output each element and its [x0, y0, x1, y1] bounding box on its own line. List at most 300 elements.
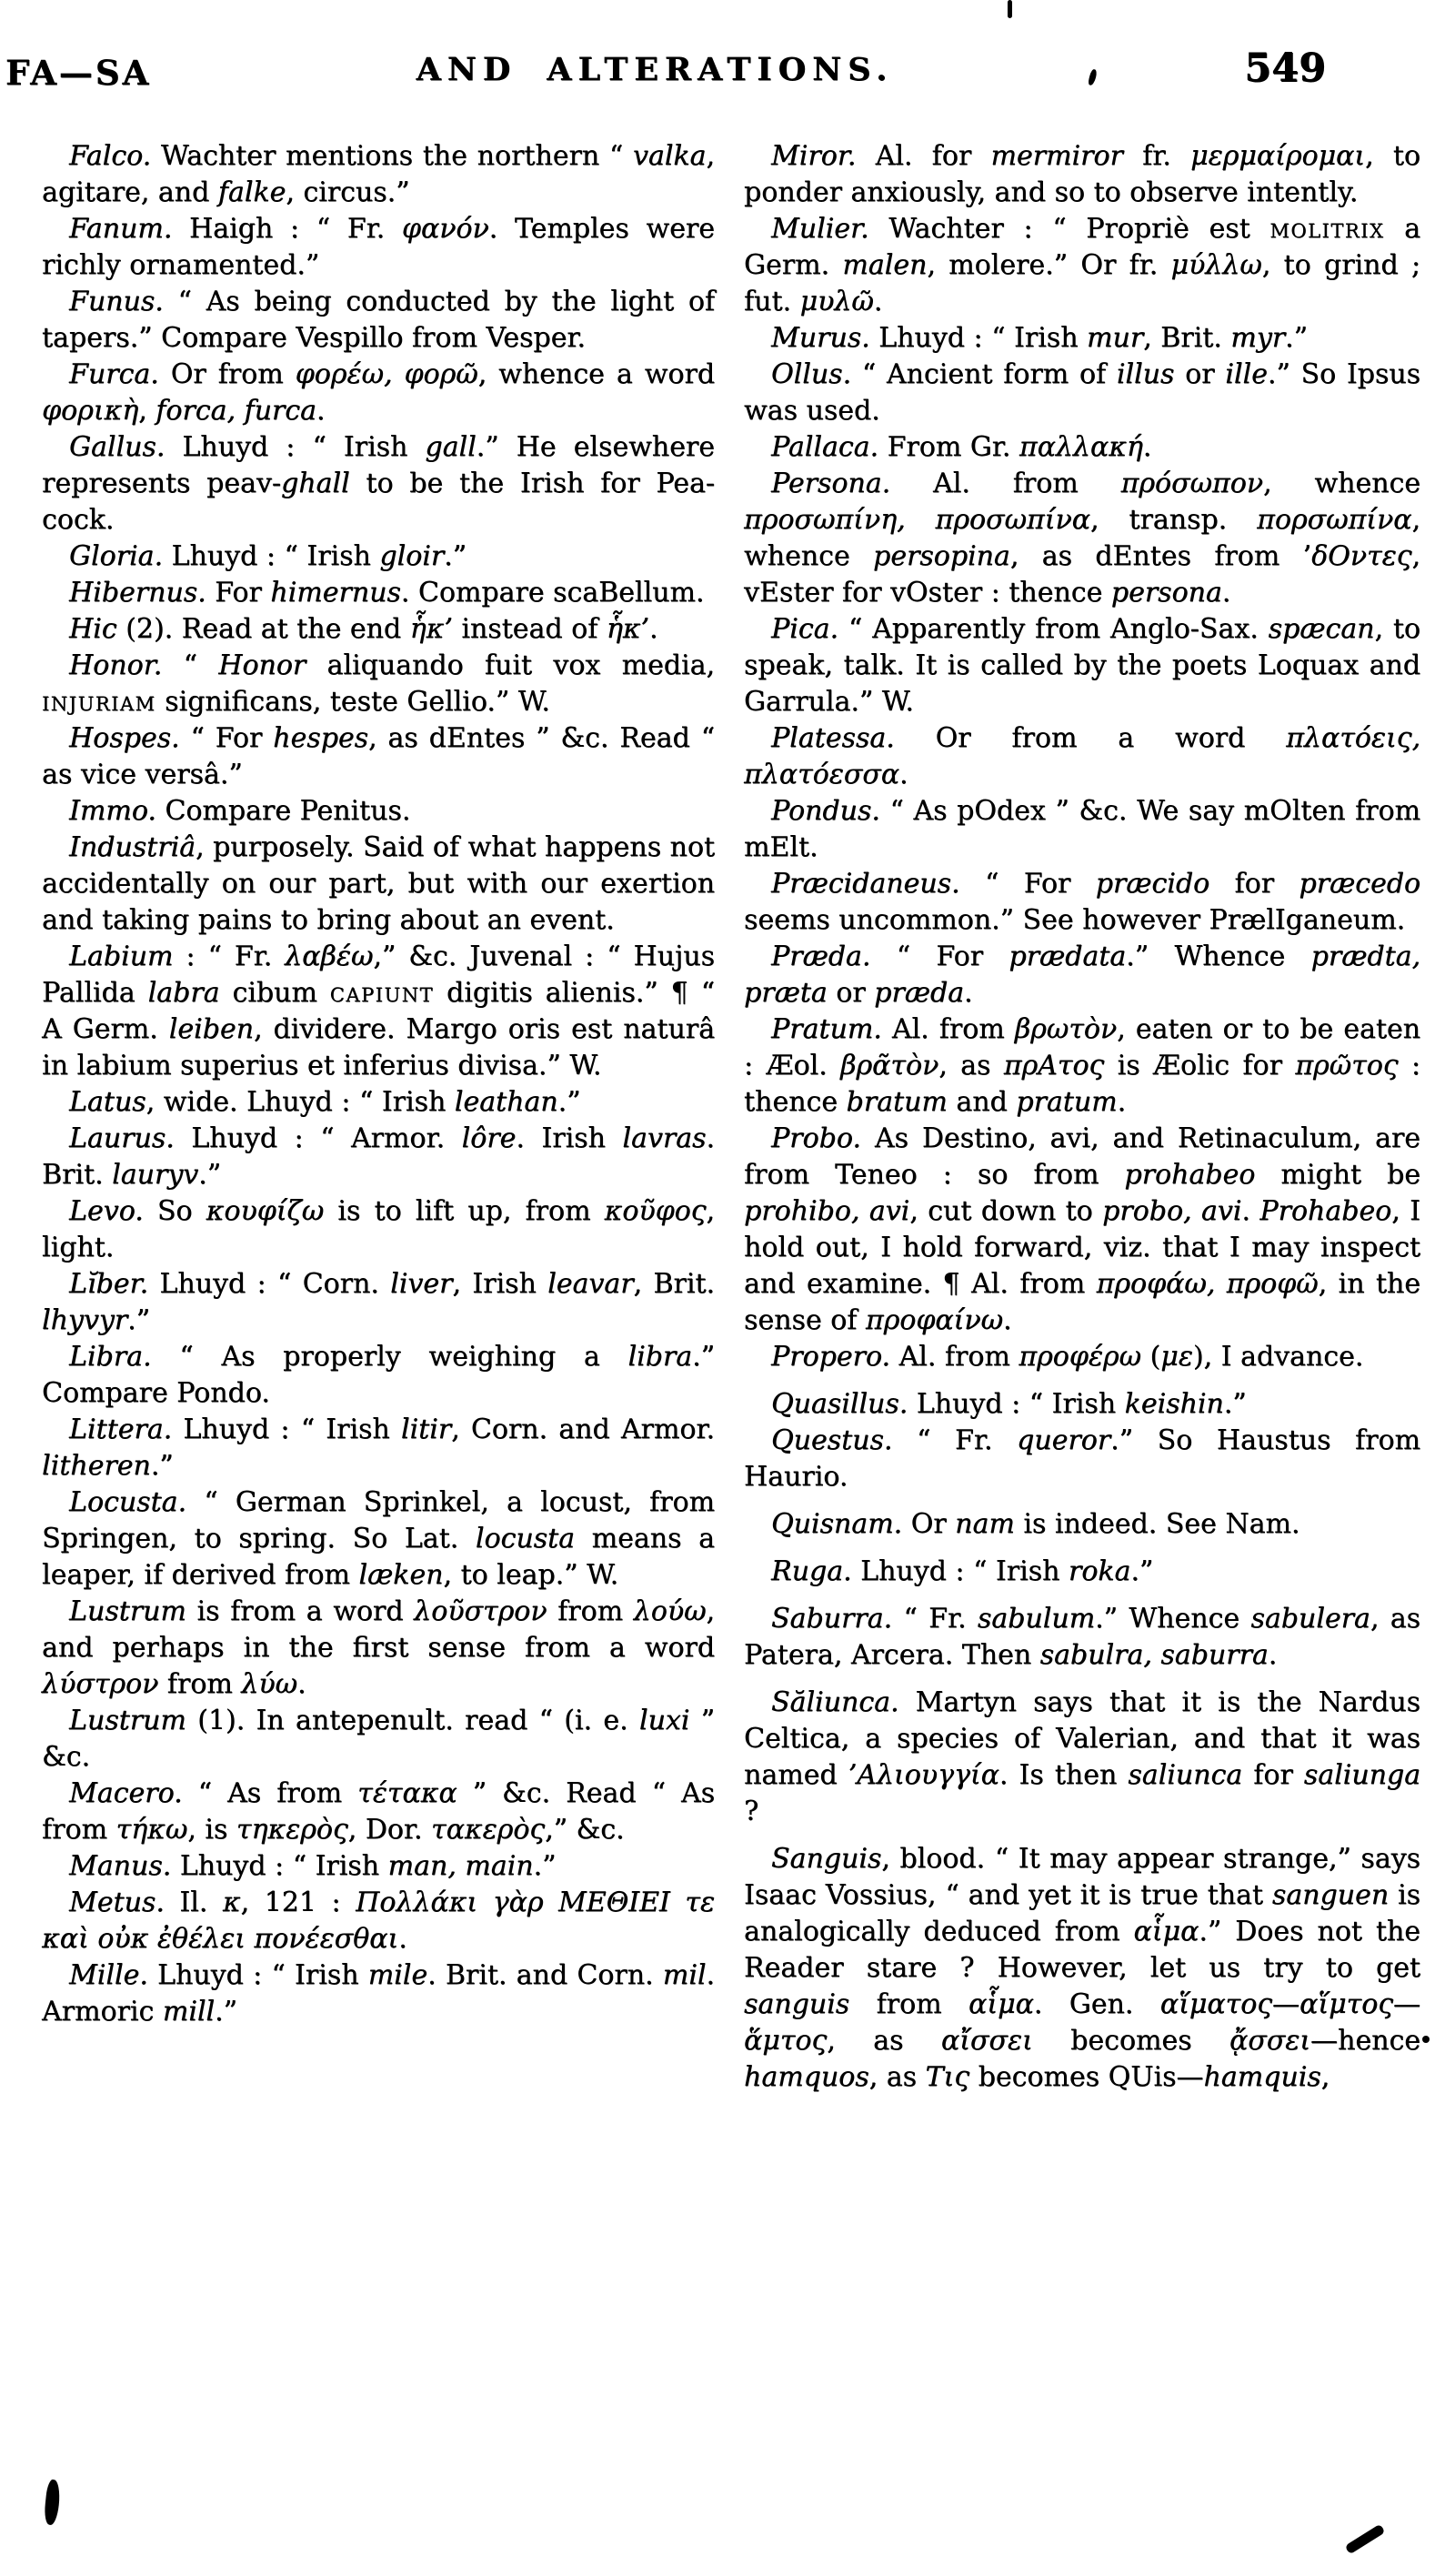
entry-text: , as [827, 2025, 941, 2057]
entry-text-italic: Præcidaneus. [771, 868, 960, 900]
entry-text: .” Does not the Reader stare ? However, let us try to get [744, 1916, 1420, 1984]
entry-text: , whence [1262, 468, 1421, 499]
dictionary-entry [744, 466, 1420, 611]
entry-text-italic: gloir [379, 540, 445, 572]
entry-text: : thence [744, 1050, 1420, 1118]
entry-text-greek: βρωτὸν [1014, 1013, 1118, 1045]
entry-text-greek: ’Αλιουγγία [848, 1759, 999, 1791]
entry-text-italic: Falco. [69, 140, 152, 172]
entry-text-italic: hespes [273, 722, 368, 754]
entry-text: “ [162, 649, 219, 681]
dictionary-entry [42, 648, 715, 720]
dictionary-entry [42, 1594, 715, 1703]
entry-text: aliquando fuit vox media, [306, 649, 715, 681]
entry-text-italic: lavras [622, 1122, 707, 1154]
entry-text: . Armoric [42, 1959, 715, 2028]
entry-text-greek: τηκερὸς [236, 1814, 348, 1846]
entry-text: . [964, 977, 973, 1009]
entry-text: , to speak, talk. It is called by the poets Loquax and Garrula.” W. [744, 613, 1420, 718]
entry-text: , to leap.” W. [443, 1559, 619, 1591]
page-title: AND ALTERATIONS. [416, 51, 894, 88]
dictionary-entry [744, 357, 1420, 429]
dictionary-entry [744, 1011, 1420, 1121]
entry-text-greek: λύω [241, 1668, 298, 1700]
entry-text-greek: μερμαίρομαι [1190, 140, 1366, 172]
entry-text-italic: leavar [547, 1268, 634, 1300]
entry-text: significans, teste Gellio.” W. [156, 686, 550, 718]
entry-text: From Gr. [878, 431, 1019, 463]
entry-text-greek: Πολλάκι γὰρ ΜΕΘΙΕΙ τε καὶ οὐκ ἐθέλει πονέεσθαι [42, 1887, 716, 1955]
dictionary-entry [42, 1266, 715, 1339]
dictionary-entry [744, 211, 1420, 320]
entry-text: “ As pOdex ” &c. We say mOlten from mElt. [744, 795, 1420, 863]
entry-text: ,” &c. Juvenal : “ Hujus Pallida [42, 941, 715, 1009]
dictionary-entry [744, 611, 1420, 720]
entry-text: .” Whence [1095, 1603, 1251, 1635]
entry-text-italic: Miror. [771, 140, 857, 172]
entry-text: . [1003, 1304, 1012, 1336]
entry-text: ? [744, 1796, 759, 1827]
text-column-right [744, 138, 1420, 2096]
entry-text: , molere.” Or fr. [927, 249, 1171, 281]
entry-text: becomes [1032, 2025, 1229, 2057]
entry-text-italic: Locusta. [69, 1486, 186, 1518]
dictionary-entry [744, 1601, 1420, 1674]
entry-text: “ German Sprinkel, a locust, from Springen, to spring. So Lat. [42, 1486, 715, 1555]
entry-text: Lhuyd : “ Irish [172, 1414, 401, 1445]
entry-text-italic: gall [425, 431, 477, 463]
entry-text-italic: mill [162, 1996, 216, 2028]
dictionary-entry [744, 866, 1420, 939]
entry-text-italic: Pondus. [771, 795, 880, 827]
entry-text-italic: Lustrum [69, 1595, 186, 1627]
entry-text-italic: persopina [872, 540, 1010, 572]
entry-text-italic: Săliunca. [771, 1686, 899, 1718]
entry-text: is analogically deduced from [744, 1879, 1420, 1947]
entry-text-greek: αἵματος—αἵμτος—ἅμτος [744, 1988, 1420, 2057]
dictionary-entry [744, 1121, 1420, 1339]
entry-text-italic: læken [358, 1559, 444, 1591]
entry-text: cibum [219, 977, 330, 1009]
entry-text-italic: leathan [454, 1086, 558, 1118]
dictionary-entry [42, 284, 715, 357]
entry-text-italic: liver [390, 1268, 453, 1300]
entry-text-greek: λύστρον [42, 1668, 159, 1700]
dictionary-entry [42, 830, 715, 939]
entry-text: . [1142, 431, 1152, 463]
entry-text-greek: ἧκ’ [606, 613, 649, 645]
entry-text: . [648, 613, 658, 645]
entry-text-italic: saliunga [1303, 1759, 1420, 1791]
entry-text-greek: αἴσσει [940, 2025, 1033, 2057]
dictionary-entry [42, 1193, 715, 1266]
entry-text: . [316, 395, 326, 427]
entry-text: Martyn says that it is the Nardus Celtica, a species of Valerian, and that it was named [744, 1686, 1420, 1791]
entry-text: Haigh : “ Fr. [172, 213, 402, 245]
entry-text: : “ Fr. [173, 941, 286, 972]
entry-text: “ Fr. [892, 1424, 1018, 1456]
entry-text-italic: Lustrum [69, 1705, 186, 1736]
entry-text: , I hold out, I hold forward, viz. that I may inspect and examine. ¶ Al. from [744, 1195, 1420, 1300]
entry-text: , transp. [1089, 504, 1258, 536]
entry-text-greek: μύλλω [1170, 249, 1262, 281]
entry-text: Lhuyd : “ Irish [162, 540, 380, 572]
entry-text-italic: Lĭber. [69, 1268, 149, 1300]
entry-text: “ As from [182, 1777, 358, 1809]
entry-text: for [1242, 1759, 1304, 1791]
entry-text-italic: Laurus. [69, 1122, 175, 1154]
entry-text: , is [187, 1814, 236, 1846]
entry-text: Wachter mentions the northern “ [151, 140, 633, 172]
entry-text-italic: persona [1110, 577, 1222, 609]
entry-text-italic: prohibo, avi [744, 1195, 910, 1227]
ink-speck [1422, 2036, 1430, 2043]
entry-text-greek: λαβέω [285, 941, 374, 972]
entry-text: seems uncommon.” See however PrælIganeum. [744, 904, 1406, 936]
entry-text: . Gen. [1033, 1988, 1160, 2020]
signature-mark: FA—SA [5, 53, 152, 93]
entry-text-italic: Præda. [771, 941, 871, 972]
entry-text-italic: myr [1230, 322, 1286, 354]
entry-text-greek: πορσωπίνα [1257, 504, 1412, 536]
entry-text: , Brit. [633, 1268, 715, 1300]
entry-text: becomes QUis— [969, 2061, 1204, 2093]
entry-text: Lhuyd : “ Irish [851, 1555, 1069, 1587]
entry-text: Al. for [856, 140, 991, 172]
entry-text-greek: με [1160, 1341, 1193, 1373]
entry-text-italic: mil [662, 1959, 707, 1991]
dictionary-entry [42, 1957, 715, 2030]
entry-text-italic: præcido [1095, 868, 1210, 900]
entry-text: For [206, 577, 271, 609]
entry-text: . [1268, 1639, 1278, 1671]
entry-text-italic: mur [1087, 322, 1144, 354]
entry-text-italic: Fanum. [69, 213, 173, 245]
entry-text: from [849, 1988, 968, 2020]
dictionary-entry [42, 1484, 715, 1594]
entry-text: , agitare, and [42, 140, 715, 208]
entry-text-italic: sanguis [744, 1988, 850, 2020]
entry-text: (1). In antepenult. read “ (i. e. [186, 1705, 639, 1736]
dictionary-entry [744, 1506, 1420, 1543]
entry-text-italic: Hibernus. [69, 577, 206, 609]
entry-text: , eaten or to be eaten : Æol. [744, 1013, 1420, 1082]
entry-text-italic: mile [367, 1959, 428, 1991]
entry-text-italic: Murus. [771, 322, 870, 354]
entry-text-greek: φορικὴ [42, 395, 139, 427]
entry-text: “ Apparently from Anglo-Sax. [838, 613, 1269, 645]
entry-text-italic: Quasillus. [771, 1388, 908, 1420]
entry-text: Lhuyd : “ Irish [908, 1388, 1125, 1420]
entry-text-italic: Ollus. [771, 358, 852, 390]
entry-text-italic: præda [874, 977, 965, 1009]
entry-text: , to grind ; fut. [744, 249, 1420, 317]
entry-text-greek: πρόσωπον [1120, 468, 1263, 499]
entry-text: Al. from [889, 1341, 1019, 1373]
entry-text: , wide. Lhuyd : “ Irish [146, 1086, 455, 1118]
dictionary-entry [42, 1703, 715, 1776]
entry-text-greek: μυλῶ [799, 286, 874, 317]
dictionary-entry [42, 138, 715, 211]
entry-text-italic: Furca. [69, 358, 159, 390]
entry-text: “ For [870, 941, 1009, 972]
entry-text-greek: ἧκ’ [409, 613, 453, 645]
entry-text: Or from a word [894, 722, 1287, 754]
entry-text: capiunt [329, 977, 435, 1009]
entry-text: Lhuyd : “ Irish [171, 1850, 388, 1882]
entry-text-greek: κοῦφος [604, 1195, 707, 1227]
entry-text-italic: lôre [461, 1122, 517, 1154]
entry-text: .” Compare Pondo. [42, 1341, 715, 1409]
entry-text-italic: Mulier. [771, 213, 869, 245]
entry-text: molitrix [1269, 213, 1385, 245]
entry-text-italic: keishin [1124, 1388, 1224, 1420]
entry-text: Lhuyd : “ Irish [869, 322, 1087, 354]
entry-text-italic: himernus [270, 577, 401, 609]
entry-text: . [1221, 577, 1231, 609]
entry-text: , as dEntes from ’ [1009, 540, 1312, 572]
entry-text: . [898, 759, 908, 790]
entry-text: Lhuyd : “ Corn. [148, 1268, 391, 1300]
entry-text: , Dor. [347, 1814, 431, 1846]
entry-text-greek: βρᾶτὸν [840, 1050, 939, 1082]
entry-text-italic: sabulra, saburra [1039, 1639, 1269, 1671]
entry-text-italic: libra [627, 1341, 693, 1373]
entry-text-italic: queror [1017, 1424, 1111, 1456]
entry-text-italic: lauryv [112, 1159, 199, 1191]
dictionary-entry [42, 611, 715, 648]
entry-text: .” [1285, 322, 1308, 354]
dictionary-entry [744, 720, 1420, 793]
entry-text: or [1174, 358, 1226, 390]
dictionary-entry [42, 357, 715, 429]
entry-text: might be [1255, 1159, 1420, 1191]
entry-text-greek: κ [222, 1887, 241, 1918]
entry-text: or [827, 977, 875, 1009]
entry-text: . Is then [998, 1759, 1129, 1791]
entry-text: fr. [1122, 140, 1191, 172]
entry-text-italic: man, main [387, 1850, 534, 1882]
entry-text-greek: πλατόεις, πλατόεσσα [744, 722, 1420, 790]
entry-text-italic: labra [147, 977, 220, 1009]
entry-text-italic: Ruga. [771, 1555, 852, 1587]
entry-text: Wachter : “ Propriè est [868, 213, 1270, 245]
entry-text: , blood. “ It may appear strange,” says Isaac Vossius, “ and yet it is true that [744, 1843, 1420, 1911]
entry-text: “ As properly weighing a [151, 1341, 628, 1373]
entry-text: . Temples were richly ornamented.” [42, 213, 715, 281]
entry-text: Lhuyd : “ Irish [147, 1959, 368, 1991]
entry-text-italic: prohabeo [1124, 1159, 1256, 1191]
text-column-left [42, 138, 715, 2030]
entry-text: .” So Haustus from Haurio. [744, 1424, 1420, 1493]
entry-text: , [1320, 2061, 1330, 2093]
entry-text-greek: πρΑτος [1003, 1050, 1105, 1082]
entry-text: Lhuyd : “ Irish [165, 431, 426, 463]
entry-text-italic: spæcan [1268, 613, 1375, 645]
running-header [0, 45, 1455, 100]
entry-text: .” [557, 1086, 581, 1118]
entry-text: a Germ. [744, 213, 1421, 281]
entry-text-greek: αἷμα [968, 1988, 1034, 2020]
entry-text: .” Whence [1126, 941, 1311, 972]
entry-text: .” He elsewhere represents peav- [42, 431, 715, 499]
entry-text-greek: ᾄσσει [1229, 2025, 1311, 2057]
entry-text: Il. [164, 1887, 223, 1918]
entry-text-italic: illus [1116, 358, 1175, 390]
entry-text: . [1241, 1195, 1260, 1227]
entry-text-greek: τακερὸς [430, 1814, 546, 1846]
entry-text: , circus.” [286, 176, 410, 208]
entry-text-italic: Macero. [69, 1777, 183, 1809]
dictionary-entry [42, 538, 715, 575]
entry-text-italic: Prohabeo [1259, 1195, 1392, 1227]
dictionary-entry [744, 1423, 1420, 1495]
dictionary-entry [42, 1885, 715, 1957]
entry-text-italic: Honor. [69, 649, 163, 681]
entry-text-italic: Levo. [69, 1195, 144, 1227]
entry-text: and [947, 1086, 1017, 1118]
entry-text: . [297, 1668, 306, 1700]
entry-text: means a leaper, if derived from [42, 1523, 715, 1591]
entry-text: Or from [158, 358, 296, 390]
entry-text-italic: ghall [281, 468, 350, 499]
entry-text: —hence [1310, 2025, 1420, 2057]
entry-text-italic: Gallus. [69, 431, 166, 463]
entry-text: , cut down to [909, 1195, 1103, 1227]
entry-text-italic: litir [400, 1414, 452, 1445]
entry-text-italic: prædta, præta [744, 941, 1421, 1009]
entry-text: digitis alienis.” ¶ “ A Germ. [42, 977, 715, 1045]
entry-text: , dividere. Margo oris est naturâ in labium superius et inferius divisa.” W. [42, 1013, 716, 1082]
dictionary-entry [744, 939, 1420, 1011]
entry-text: , Corn. and Armor. [451, 1414, 715, 1445]
entry-text-italic: Persona. [771, 468, 891, 499]
entry-text-italic: Hospes. [69, 722, 180, 754]
entry-text-italic: sabulum [977, 1603, 1096, 1635]
entry-text-italic: Funus. [69, 286, 164, 317]
entry-text: . Irish [516, 1122, 623, 1154]
dictionary-entry [42, 1412, 715, 1484]
ink-speck [1008, 0, 1012, 18]
entry-text-italic: bratum [846, 1086, 948, 1118]
entry-text: .” [150, 1450, 174, 1482]
entry-text-italic: falke [217, 176, 286, 208]
entry-text: “ For [959, 868, 1096, 900]
entry-text-italic: nam [955, 1508, 1015, 1540]
entry-text-italic: Platessa. [771, 722, 895, 754]
entry-text: .” [215, 1996, 237, 2028]
entry-text-italic: Sanguis [771, 1843, 882, 1875]
dictionary-entry [42, 793, 715, 830]
entry-text-italic: valka [632, 140, 707, 172]
entry-text: , in the sense of [744, 1268, 1421, 1336]
entry-text: “ Ancient form of [851, 358, 1117, 390]
entry-text-greek: προφάω, προφῶ [1096, 1268, 1319, 1300]
entry-text-italic: prædata [1008, 941, 1127, 972]
entry-text-greek: προφαίνω [865, 1304, 1004, 1336]
entry-text: ), I advance. [1192, 1341, 1364, 1373]
entry-text: .” [444, 540, 467, 572]
dictionary-entry [42, 1084, 715, 1121]
entry-text: , Brit. [1143, 322, 1231, 354]
entry-text-italic: lhyvyr [42, 1304, 128, 1336]
entry-text-italic: Quisnam. [771, 1508, 903, 1540]
entry-text-italic: Manus. [69, 1850, 172, 1882]
entry-text-greek: λοῦστρον [414, 1595, 547, 1627]
entry-text-italic: Honor [218, 649, 306, 681]
entry-text: , vEster for vOster : thence [744, 540, 1420, 609]
entry-text-italic: Gloria. [69, 540, 163, 572]
dictionary-entry [744, 1339, 1420, 1375]
entry-text: , as [868, 2061, 926, 2093]
entry-text: , Irish [452, 1268, 548, 1300]
entry-text-italic: Libra. [69, 1341, 152, 1373]
entry-text: is Æolic for [1104, 1050, 1296, 1082]
entry-text-italic: Mille. [69, 1959, 148, 1991]
entry-text-greek: τέτακα [357, 1777, 457, 1809]
entry-text: .” [198, 1159, 222, 1191]
entry-text-italic: leiben [168, 1013, 254, 1045]
entry-text: to be the Irish for Pea-cock. [42, 468, 716, 536]
entry-text-italic: hamquos [744, 2061, 869, 2093]
entry-text: instead of [452, 613, 607, 645]
entry-text: Lhuyd : “ Armor. [174, 1122, 462, 1154]
entry-text-italic: probo, avi [1102, 1195, 1242, 1227]
entry-text: “ As being conducted by the light of tapers.” Compare Vespillo from Vesper. [42, 286, 715, 354]
entry-text: “ For [179, 722, 274, 754]
entry-text-italic: Pallaca. [771, 431, 879, 463]
entry-text: injuriam [42, 686, 156, 718]
entry-text-italic: malen [842, 249, 928, 281]
entry-text: ( [1140, 1341, 1161, 1373]
entry-text: Compare Penitus. [156, 795, 411, 827]
entry-text: , as [938, 1050, 1004, 1082]
dictionary-entry [744, 1554, 1420, 1590]
dictionary-entry [744, 793, 1420, 866]
dictionary-entry [744, 1386, 1420, 1423]
entry-text: , whence a word [477, 358, 715, 390]
page-number: 549 [1244, 45, 1326, 91]
entry-text-greek: φανόν [401, 213, 489, 245]
entry-text: from [158, 1668, 242, 1700]
entry-text-greek: Τις [925, 2061, 970, 2093]
entry-text-italic: Pica. [771, 613, 839, 645]
entry-text: .” So Ipsus was used. [744, 358, 1421, 427]
dictionary-entry [42, 429, 715, 538]
entry-text-italic: litheren [42, 1450, 151, 1482]
entry-text: , and perhaps in the first sense from a word [42, 1595, 716, 1664]
dictionary-entry [42, 1121, 715, 1193]
entry-text-italic: sanguen [1271, 1879, 1390, 1911]
entry-text-greek: δΟντες [1311, 540, 1412, 572]
entry-text: Or [902, 1508, 956, 1540]
entry-text: , 121 : [240, 1887, 356, 1918]
entry-text-greek: αἷμα [1133, 1916, 1199, 1947]
entry-text: . Compare scaBellum. [400, 577, 705, 609]
entry-text: “ Fr. [892, 1603, 978, 1635]
entry-text-greek: τήκω [115, 1814, 188, 1846]
entry-text-italic: pratum [1016, 1086, 1118, 1118]
ink-slash [1345, 2524, 1386, 2555]
entry-text: So [143, 1195, 206, 1227]
entry-text: , as dEntes ” &c. Read “ as vice versâ.” [42, 722, 716, 790]
entry-text: . Brit. and Corn. [427, 1959, 663, 1991]
entry-text: from [547, 1595, 634, 1627]
entry-text-italic: Littera. [69, 1414, 173, 1445]
dictionary-entry [744, 320, 1420, 357]
entry-text: . Brit. [42, 1122, 715, 1191]
ink-blot [43, 2479, 61, 2525]
